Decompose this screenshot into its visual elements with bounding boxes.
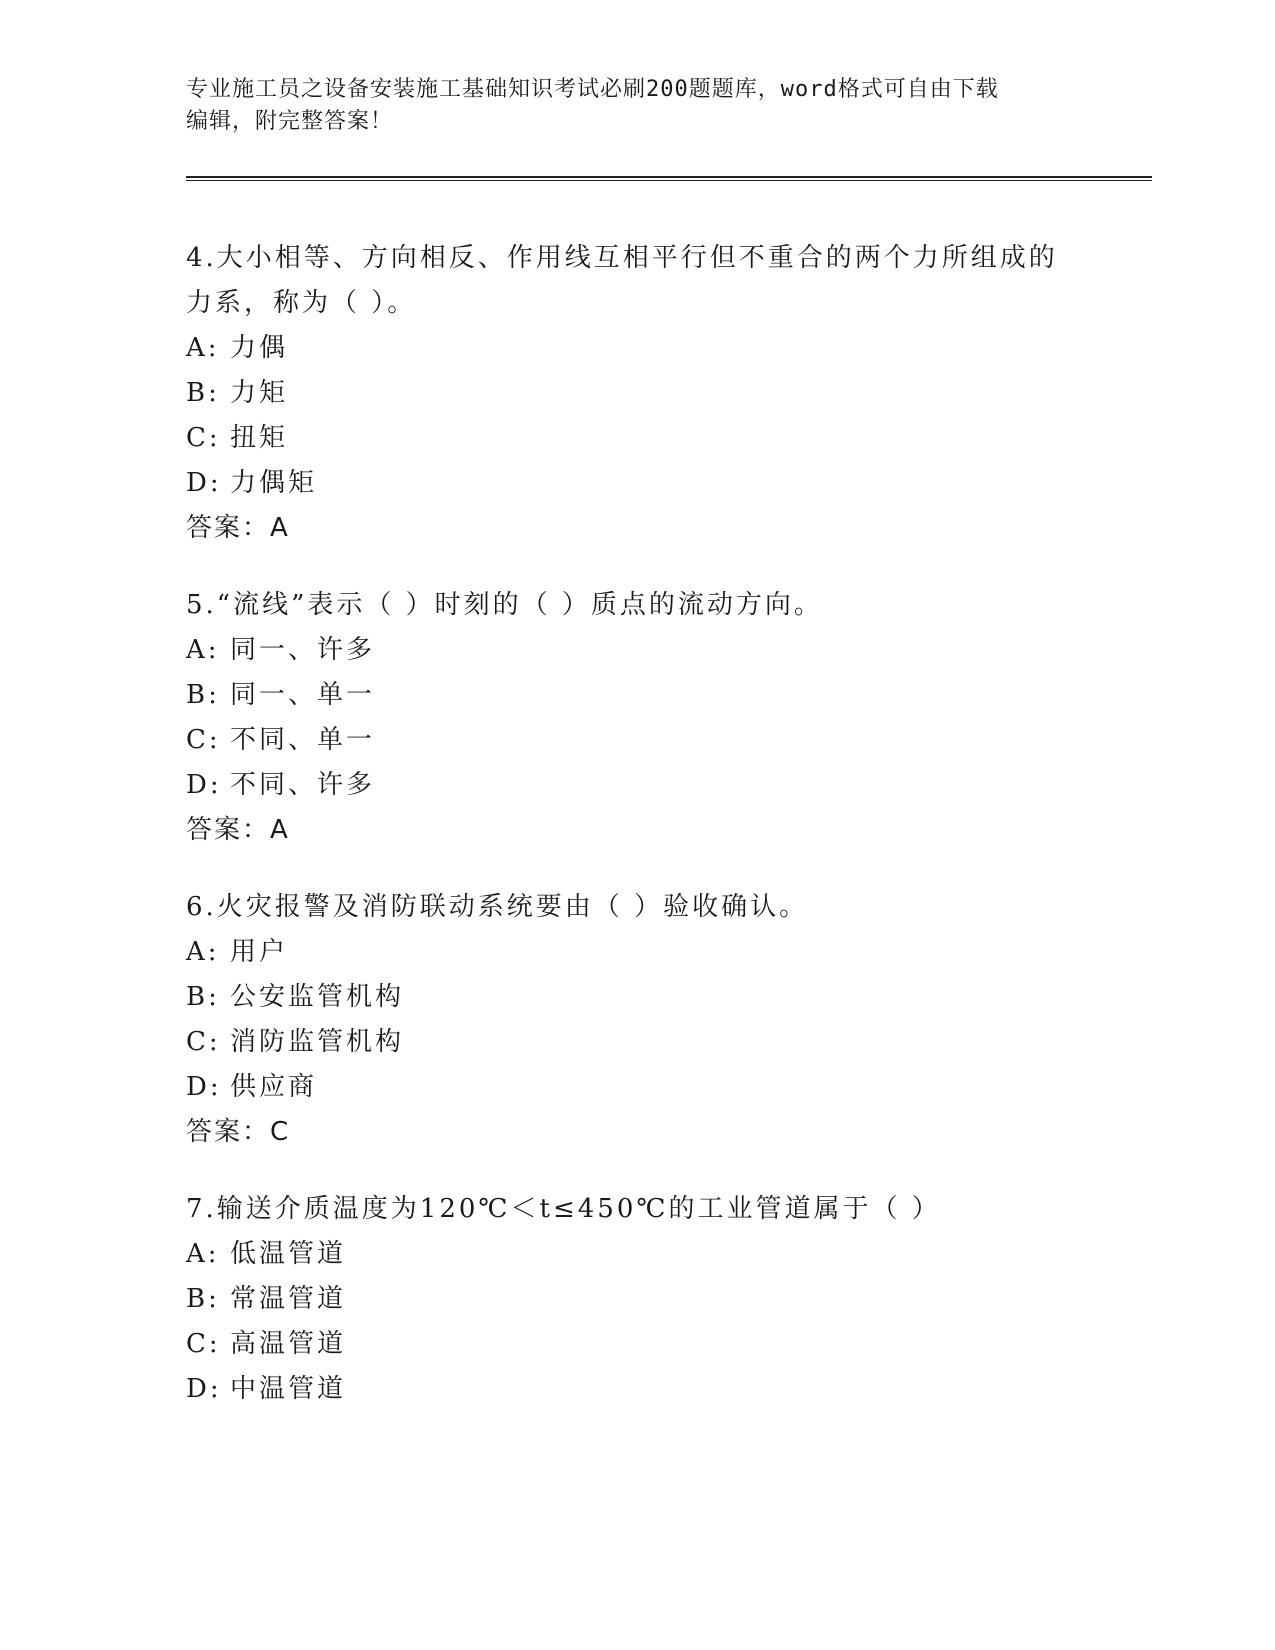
option-c: C: 扭矩 — [186, 423, 289, 453]
question-text: 4.大小相等、方向相反、作用线互相平行但不重合的两个力所组成的 力系，称为（ ）。 — [186, 243, 1058, 318]
option-d: D: 力偶矩 — [186, 468, 318, 498]
option-a: A: 同一、许多 — [186, 635, 376, 665]
header-divider — [186, 176, 1152, 182]
question-5 — [186, 583, 1086, 853]
option-b: B: 公安监管机构 — [186, 982, 405, 1012]
option-b: B: 同一、单一 — [186, 680, 376, 710]
option-a: A: 低温管道 — [186, 1239, 347, 1269]
question-list — [186, 236, 1086, 1444]
header-line-1: 专业施工员之设备安装施工基础知识考试必刷200题题库，word格式可自由下载 — [186, 77, 999, 102]
question-4 — [186, 236, 1086, 551]
option-d: D: 供应商 — [186, 1072, 318, 1102]
option-d: D: 不同、许多 — [186, 770, 376, 800]
option-a: A: 用户 — [186, 937, 289, 967]
option-c: C: 不同、单一 — [186, 725, 376, 755]
option-b: B: 常温管道 — [186, 1284, 347, 1314]
question-text: 5.“流线”表示（ ）时刻的（ ）质点的流动方向。 — [186, 590, 823, 620]
answer: 答案：A — [186, 815, 290, 845]
option-c: C: 消防监管机构 — [186, 1027, 405, 1057]
option-a: A: 力偶 — [186, 333, 289, 363]
answer: 答案：A — [186, 513, 290, 543]
question-text: 7.输送介质温度为120℃＜t≤450℃的工业管道属于（ ） — [186, 1194, 941, 1224]
question-text: 6.火灾报警及消防联动系统要由（ ）验收确认。 — [186, 892, 809, 922]
question-7 — [186, 1187, 1086, 1412]
option-d: D: 中温管道 — [186, 1374, 347, 1404]
option-c: C: 高温管道 — [186, 1329, 347, 1359]
document-header — [186, 74, 1086, 138]
question-6 — [186, 885, 1086, 1155]
option-b: B: 力矩 — [186, 378, 289, 408]
answer: 答案：C — [186, 1117, 291, 1147]
header-line-2: 编辑，附完整答案！ — [186, 109, 394, 134]
